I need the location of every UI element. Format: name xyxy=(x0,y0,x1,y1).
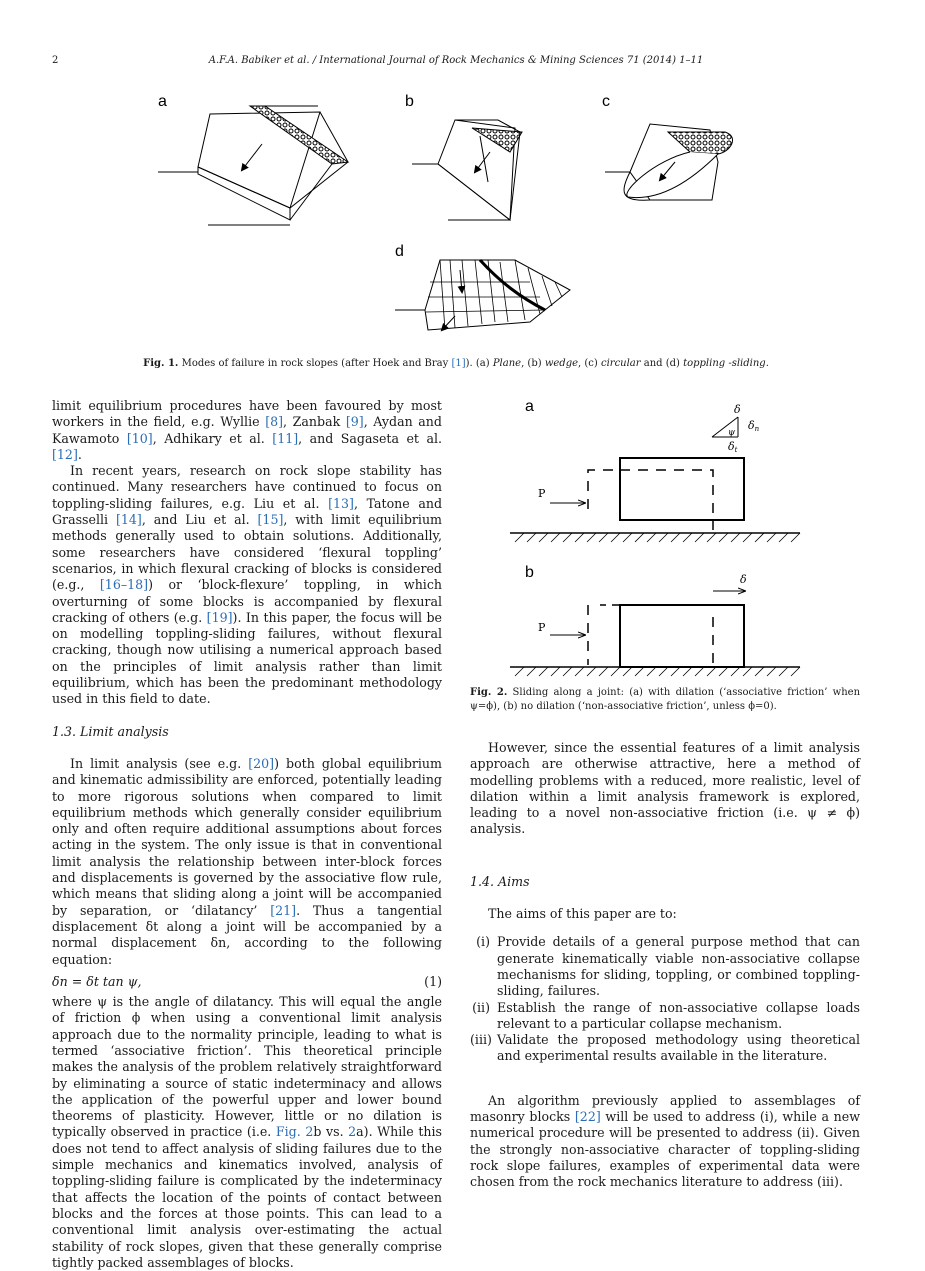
ground-hatch xyxy=(539,533,548,542)
ground-hatch xyxy=(671,667,680,676)
fig1-panel-d-drawing xyxy=(395,260,570,330)
text-run: will be used to address (i), while a new numerical procedure will be presented to address (ii). Given the strongly non-associative character of toppling-sliding rock slope failures, examples of experimental data were chosen from the rock mechanics literature to address (iii). xyxy=(470,1109,860,1190)
figure-2-caption xyxy=(470,686,860,714)
ref-link[interactable]: [15] xyxy=(257,512,284,528)
paragraph xyxy=(52,756,442,968)
ground-hatch xyxy=(539,667,548,676)
text-run: , with limit equilibrium methods generally used to obtain solutions. Additionally, some researchers have considered ‘flexural toppling’ scenarios, in which flexural cracking of blocks is considered (e.g., xyxy=(52,512,442,593)
journal-citation: A.F.A. Babiker et al. / International Journal of Rock Mechanics & Mining Sciences 71 (2014) 1–11 xyxy=(208,55,704,66)
ground-hatch xyxy=(527,667,536,676)
fig2-load-label-b: P xyxy=(538,621,546,634)
paragraph xyxy=(52,463,442,707)
equation-text: δn = δt tan ψ, xyxy=(52,973,142,989)
ground-hatch xyxy=(611,533,620,542)
fig1-caption-text: , (b) xyxy=(521,358,545,369)
text-run: , Tatone and Grasselli xyxy=(52,495,443,528)
text-run: In limit analysis (see e.g. xyxy=(70,755,249,771)
section-heading: 1.3. Limit analysis xyxy=(52,723,169,739)
fig2-panel-a-drawing xyxy=(510,417,800,542)
fig1-mode-a: Plane xyxy=(492,358,522,369)
fig1-caption-text: , (c) xyxy=(578,358,601,369)
paragraph xyxy=(52,994,442,1271)
ref-link[interactable]: [10] xyxy=(126,430,153,446)
ground-hatch xyxy=(695,667,704,676)
fig1-label-b: b xyxy=(405,93,414,110)
fig2-label-a: a xyxy=(525,398,534,415)
fig1-panel-b-drawing xyxy=(412,120,522,220)
ref-link[interactable]: [8] xyxy=(265,414,284,430)
text-run: , and Sagaseta et al. xyxy=(298,430,442,446)
fig2-load-label-a: P xyxy=(538,487,546,500)
ref-link[interactable]: [22] xyxy=(574,1109,601,1125)
ground-hatch xyxy=(755,667,764,676)
ground-hatch xyxy=(731,667,740,676)
text-run: , Zanbak xyxy=(283,414,346,430)
fig2-delta-label: δ xyxy=(734,403,741,416)
fig1-mode-c: circular xyxy=(600,358,641,369)
list-text: Establish the range of non-associative collapse loads relevant to a particular collapse mechanism. xyxy=(497,999,860,1031)
equation-1 xyxy=(52,974,442,990)
text-run: where ψ is the angle of dilatancy. This will equal the angle of friction ϕ when using a conventional limit analysis approach due to the normality principle, leading to what is termed ‘associative friction’. This theoretical principle makes the analysis of the problem relatively straightforward by eliminating a source of static indeterminacy and allows the application of the powerful upper and lower bound theorems of plasticity. However, little or no dilation is typically observed in practice (i.e. xyxy=(52,994,442,1140)
ref-link[interactable]: [9] xyxy=(345,414,364,430)
page-number: 2 xyxy=(52,55,59,66)
ground-hatch xyxy=(599,533,608,542)
figure-2 xyxy=(470,395,860,685)
fig1-panel-c-drawing xyxy=(605,124,733,200)
list-text: Provide details of a general purpose method that can generate kinematically viable non-associative collapse mechanisms for sliding, toppling, or combined toppling-sliding, failures. xyxy=(497,934,860,999)
ground-hatch xyxy=(695,533,704,542)
ground-hatch xyxy=(599,667,608,676)
ground-hatch xyxy=(719,533,728,542)
list-item xyxy=(470,934,860,999)
figure-1 xyxy=(150,92,770,352)
ground-hatch xyxy=(743,667,752,676)
fig2-delta-t-symbol: δ xyxy=(728,440,735,453)
text-run: , Adhikary et al. xyxy=(152,430,273,446)
fig1-label-d: d xyxy=(395,243,404,260)
ground-hatch xyxy=(647,533,656,542)
ground-hatch xyxy=(575,533,584,542)
ground-hatch xyxy=(623,533,632,542)
fig2-delta-n-symbol: δ xyxy=(748,419,755,432)
list-number: (ii) xyxy=(472,999,490,1015)
text-run: An algorithm previously applied to assemblages of masonry blocks xyxy=(470,1092,860,1125)
fig1-mode-b: wedge xyxy=(544,358,579,369)
ref-link[interactable]: [16–18] xyxy=(99,577,149,593)
ground-hatch xyxy=(719,667,728,676)
ground-hatch xyxy=(551,533,560,542)
fig1-caption-text: . xyxy=(765,358,769,369)
list-number: (iii) xyxy=(470,1032,492,1048)
list-text: Validate the proposed methodology using theoretical and experimental results available in the literature. xyxy=(497,1032,860,1064)
left-column xyxy=(52,398,442,1271)
list-item xyxy=(470,1000,860,1033)
ground-hatch xyxy=(635,533,644,542)
fig2-delta-n-subscript: n xyxy=(754,425,760,433)
equation-number: (1) xyxy=(424,973,442,989)
text-run: a). While this does not tend to affect analysis of sliding failures due to the simple mechanics and kinematics involved, analysis of toppling-sliding failure is complicated by the indeterminacy that affects the location of the points of contact between blocks and the forces at those points. This can lead to a conventional limit analysis over-estimating the actual stability of rock slopes, given that these generally comprise tightly packed assemblages of blocks. xyxy=(52,1124,442,1270)
fig2-delta-t-subscript: t xyxy=(734,446,738,454)
ground-hatch xyxy=(779,533,788,542)
ground-hatch xyxy=(515,533,524,542)
ref-link[interactable]: [13] xyxy=(328,495,354,511)
ground-hatch xyxy=(647,667,656,676)
fig2-delta-n-label xyxy=(748,419,760,433)
ground-hatch xyxy=(611,667,620,676)
text-run: , Aydan and Kawamoto xyxy=(52,414,442,446)
fig2-psi-label: ψ xyxy=(728,428,736,438)
fig1-caption-label: Fig. 1. xyxy=(143,358,179,369)
paragraph: The aims of this paper are to: xyxy=(488,906,677,922)
section-heading: 1.4. Aims xyxy=(470,873,530,889)
fig1-label-a: a xyxy=(158,93,167,110)
ground-hatch xyxy=(623,667,632,676)
ground-hatch xyxy=(791,533,800,542)
ground-hatch xyxy=(563,533,572,542)
fig1-mode-d: toppling -sliding xyxy=(683,358,766,369)
ground-hatch xyxy=(563,667,572,676)
fig2-delta-t-label xyxy=(728,440,738,454)
paragraph xyxy=(52,398,442,463)
ref-link[interactable]: [1] xyxy=(451,358,466,369)
ground-hatch xyxy=(743,533,752,542)
fig1-caption-text: ). (a) xyxy=(465,358,493,369)
ground-hatch xyxy=(527,533,536,542)
ground-hatch xyxy=(683,667,692,676)
paragraph: However, since the essential features of a limit analysis approach are otherwise attractive, here a method of modelling problems with a reduced, more realistic, level of dilation within a limit analysis framework is explored, leading to a novel non-associative friction (i.e. ψ ≠ ϕ) analysis. xyxy=(470,740,860,837)
ground-hatch xyxy=(671,533,680,542)
fig1-label-c: c xyxy=(602,93,610,110)
ground-hatch xyxy=(707,533,716,542)
ground-hatch xyxy=(779,667,788,676)
right-column xyxy=(470,740,860,1191)
ground-hatch xyxy=(683,533,692,542)
ground-hatch xyxy=(659,667,668,676)
fig1-caption-text: Modes of failure in rock slopes (after Hoek and Bray xyxy=(181,358,452,369)
ground-hatch xyxy=(551,667,560,676)
fig2-label-b: b xyxy=(525,564,534,581)
ref-link[interactable]: [21] xyxy=(270,902,297,918)
list-item xyxy=(470,1032,860,1065)
text-run: ) or ‘block-flexure’ toppling, in which overturning of some blocks is accompanied by flexural cracking of others (e.g. xyxy=(52,577,442,625)
ground-hatch xyxy=(767,533,776,542)
aims-list xyxy=(470,934,860,1064)
text-run: , and Liu et al. xyxy=(141,512,258,528)
fig2-delta-label-b: δ xyxy=(740,573,747,586)
fig2-caption-label: Fig. 2. xyxy=(470,687,508,698)
text-run: ) both global equilibrium and kinematic admissibility are enforced, potentially leading to more rigorous solutions when compared to limit equilibrium methods which generally consider equilibrium only and often require additional assumptions about forces acting in the system. The only issue is that in conventional limit analysis the relationship between inter-block forces and displacements is governed by the associative flow rule, which means that sliding along a joint will be accompanied by separation, or ‘dilatancy’ xyxy=(52,755,442,918)
paragraph xyxy=(470,1093,860,1191)
ref-link[interactable]: [19] xyxy=(206,609,233,625)
fig1-panel-a-drawing xyxy=(158,106,348,225)
ref-link[interactable]: [11] xyxy=(272,430,299,446)
fig1-caption-text: and (d) xyxy=(640,358,684,369)
ref-link[interactable]: Fig. 2 xyxy=(275,1124,314,1140)
ref-link[interactable]: 2 xyxy=(348,1124,357,1140)
text-run: limit equilibrium procedures have been favoured by most workers in the field, e.g. Wyllie xyxy=(52,398,442,430)
ref-link[interactable]: [20] xyxy=(248,755,275,771)
text-run: ). In this paper, the focus will be on modelling toppling-sliding failures, without flexural cracking, though now utilising a numerical approach based on the principles of limit analysis rather than limit equilibrium, which has been the predominant methodology used in this field to date. xyxy=(52,609,442,707)
ground-hatch xyxy=(731,533,740,542)
ground-hatch xyxy=(575,667,584,676)
ground-hatch xyxy=(515,667,524,676)
text-run: . xyxy=(77,446,82,462)
ground-hatch xyxy=(755,533,764,542)
ground-hatch xyxy=(587,667,596,676)
fig2-panel-b-drawing xyxy=(510,591,800,676)
ground-hatch xyxy=(707,667,716,676)
list-number: (i) xyxy=(476,934,490,950)
figure-1-caption xyxy=(52,357,860,371)
ground-hatch xyxy=(791,667,800,676)
ground-hatch xyxy=(767,667,776,676)
ground-hatch xyxy=(635,667,644,676)
text-run: In recent years, research on rock slope stability has continued. Many researchers have continued to focus on toppling-sliding failures, e.g. Liu et al. xyxy=(52,463,442,511)
ground-hatch xyxy=(587,533,596,542)
fig2-caption-text: Sliding along a joint: (a) with dilation (‘associative friction’ when ψ=ϕ), (b) no dilation (‘non-associative friction’, unless ϕ=0). xyxy=(470,687,861,712)
text-run: . Thus a tangential displacement δt along a joint will be accompanied by a normal displacement δn, according to the following equation: xyxy=(52,902,442,967)
ground-hatch xyxy=(659,533,668,542)
text-run: b vs. xyxy=(313,1124,349,1140)
ref-link[interactable]: [12] xyxy=(52,446,78,462)
ref-link[interactable]: [14] xyxy=(115,512,142,528)
